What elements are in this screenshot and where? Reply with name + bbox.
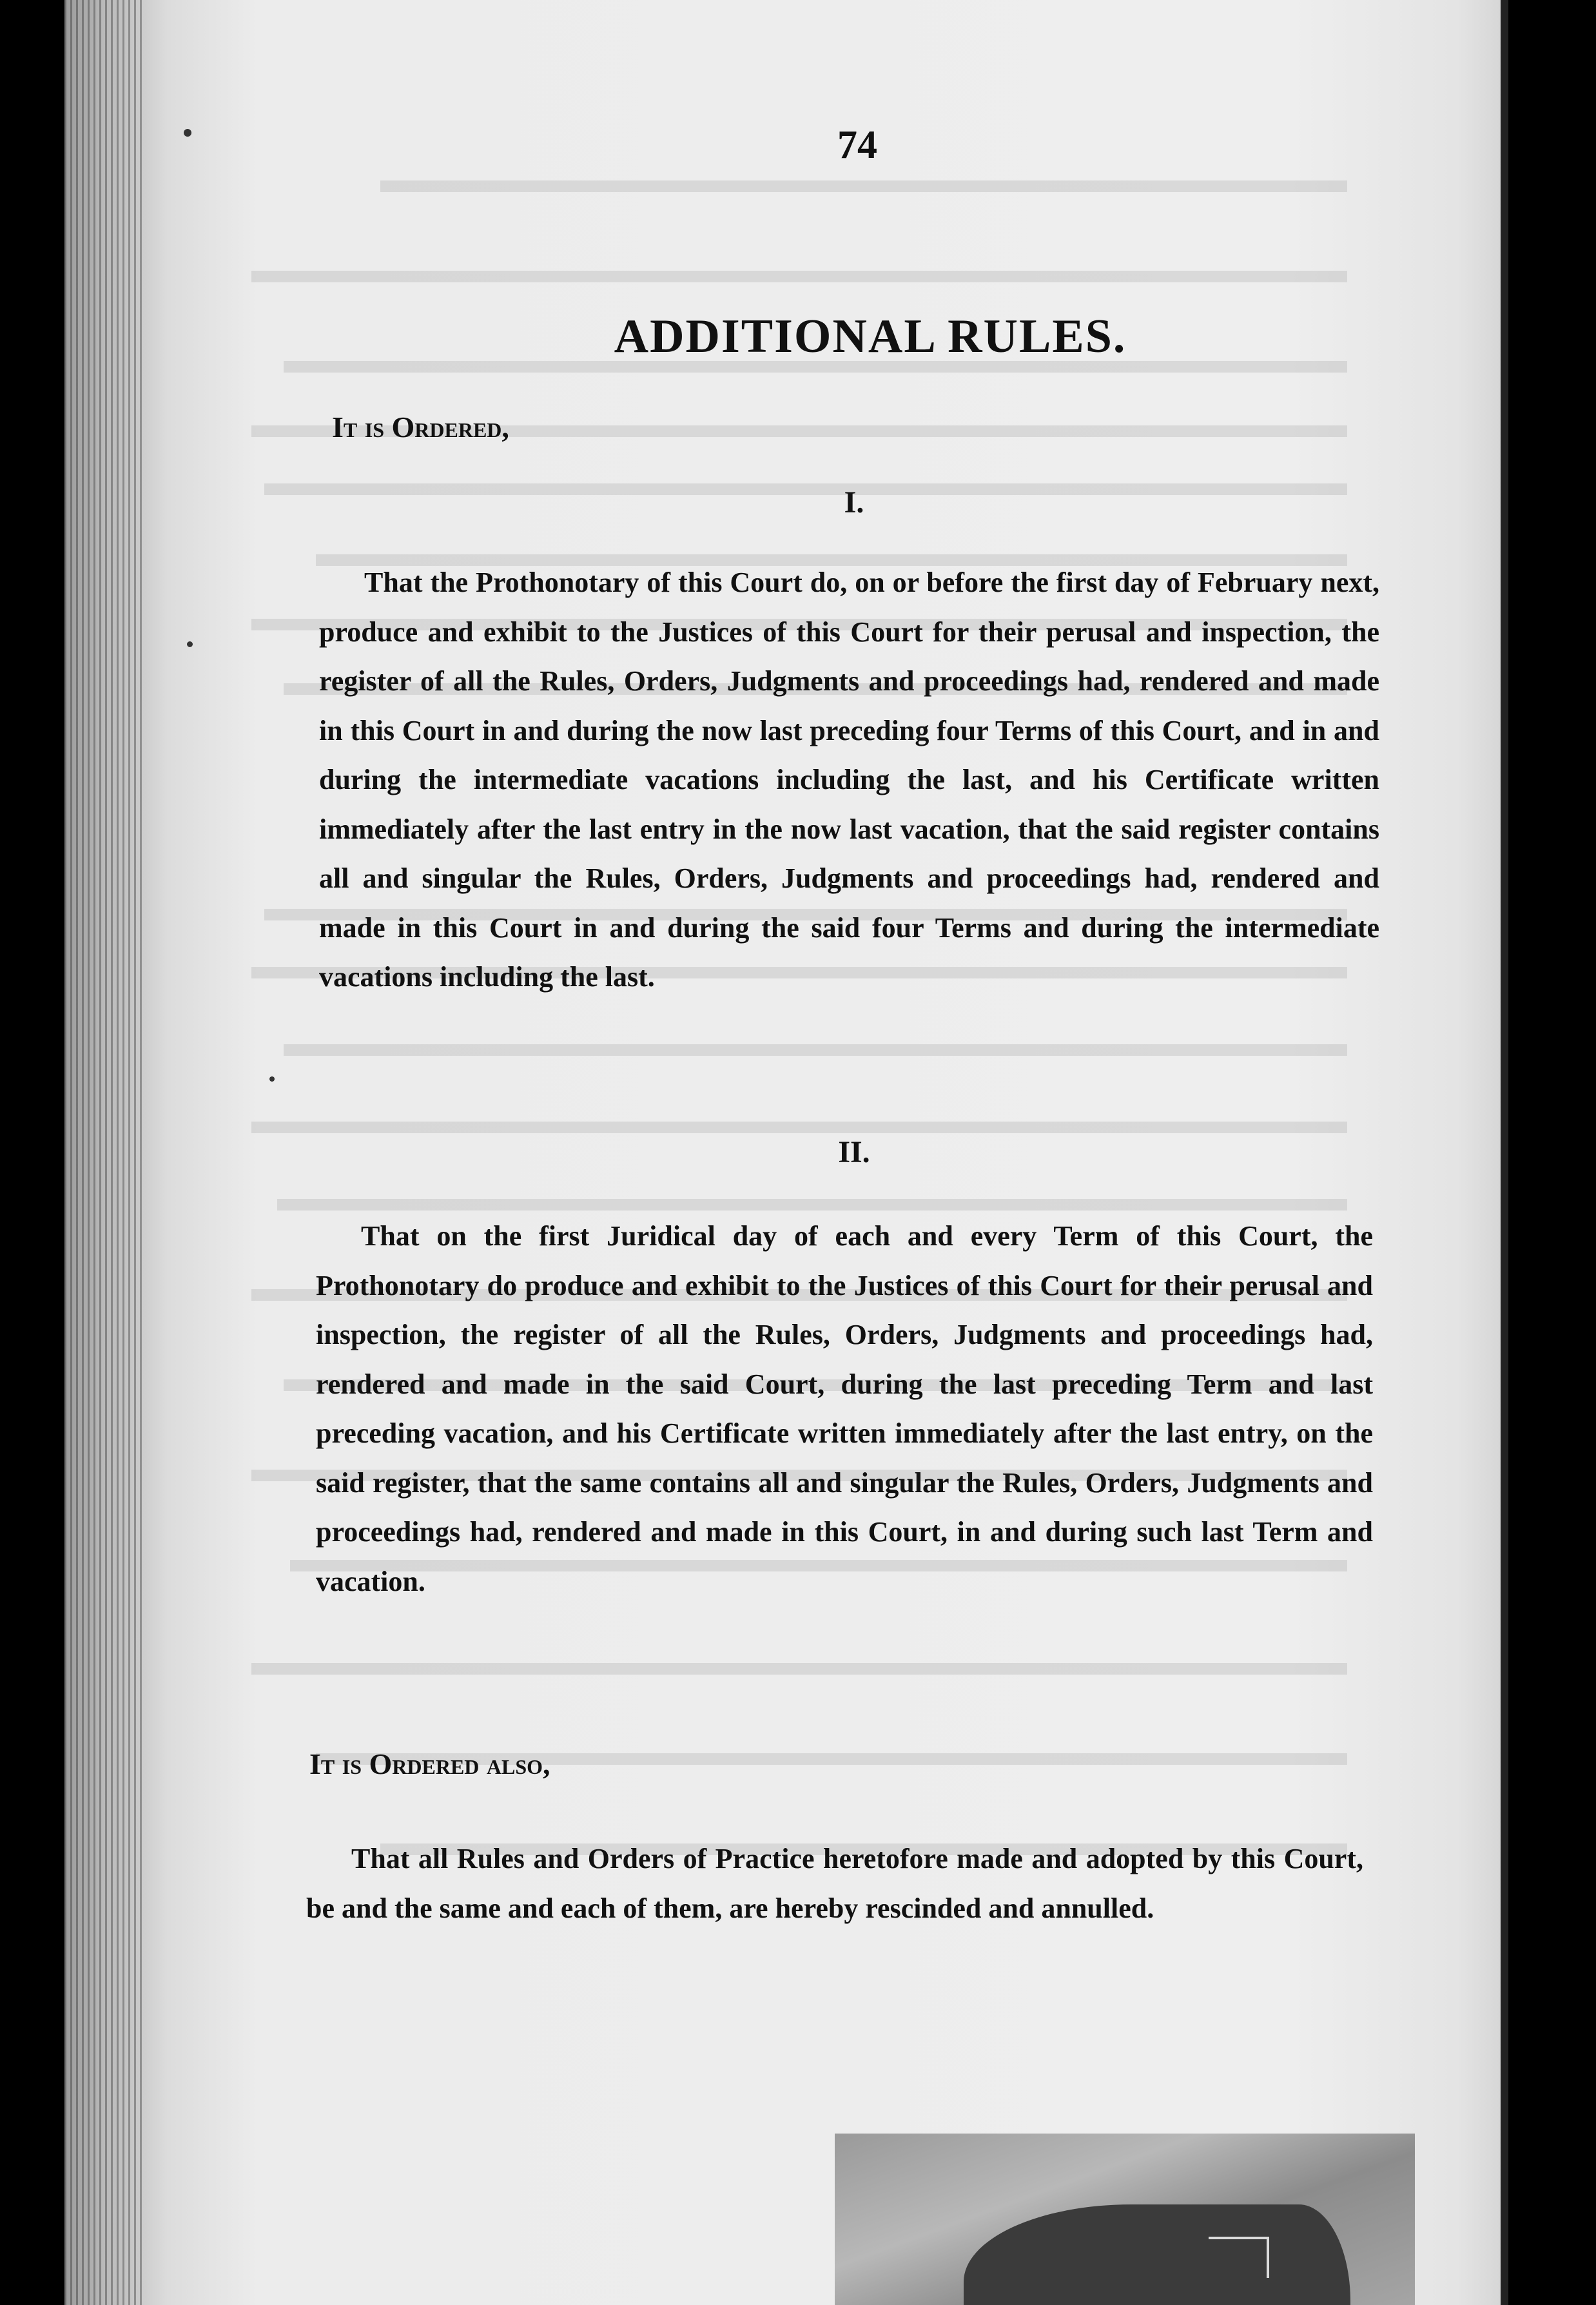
section-1-paragraph: That the Prothonotary of this Court do, on or before the first day of February next, produce and exhibit to the Justices of this Court for their perusal and inspection, the register of all the Rules, Orders, Judgments and proceedings had, rendered and made in this Court in and during the now last preceding four Terms of this Court, and in and during the intermediate vacations including the last, and his Certificate written immediately after the last entry in the now last vacation, that the said register contains all and singular the Rules, Orders, Judgments and proceedings had, rendered and made in this Court in and during the said four Terms and during the intermediate vacations including the last.: [319, 567, 1379, 993]
page-stack-edge: [64, 0, 142, 2305]
right-scan-border: [1501, 0, 1508, 2305]
section-2-paragraph: That on the first Juridical day of each and every Term of this Court, the Prothonotary do produce and exhibit to the Justices of this Court for their perusal and inspection, the register of all the Rules, Orders, Judgments and proceedings had, rendered and made in the said Court, during the last preceding Term and last preceding vacation, and his Certificate written immediately after the last entry, on the said register, that the same contains all and singular the Rules, Orders, Judgments and proceedings had, rendered and made in this Court, in and during such last Term and vacation.: [316, 1220, 1373, 1597]
ink-speck: [184, 129, 191, 137]
torn-paper-patch: [835, 2134, 1415, 2305]
ordered-also-heading: It is Ordered also,: [309, 1747, 550, 1780]
section-numeral-2: II.: [838, 1135, 870, 1169]
final-paragraph: That all Rules and Orders of Practice heretofore made and adopted by this Court, be and the same and each of them, are hereby rescinded and annulled.: [306, 1843, 1363, 1924]
ordered-heading: It is Ordered,: [332, 411, 509, 443]
page-title: ADDITIONAL RULES.: [614, 310, 1127, 363]
section-numeral-1: I.: [844, 485, 864, 520]
ink-speck: [187, 641, 193, 647]
ink-speck: [269, 1076, 275, 1082]
page-number: 74: [837, 123, 877, 167]
